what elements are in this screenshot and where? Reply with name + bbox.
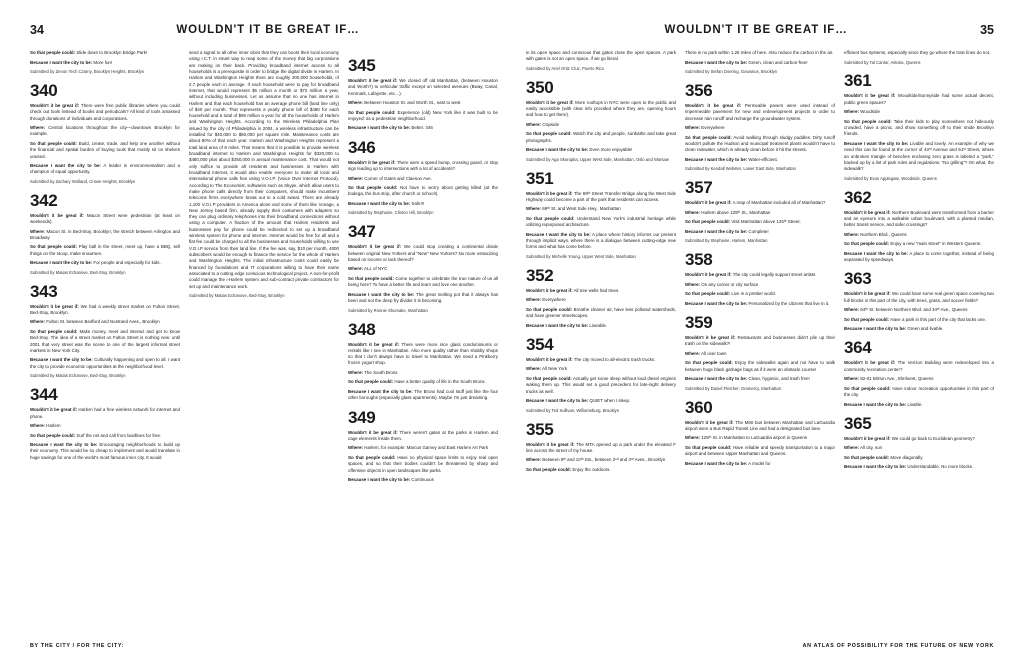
entry-line: Where: Macon St. in Bed-Stuy, Brooklyn; the stretch between Arlington and Broadway [30,228,180,240]
entry-field-label: So that people could: [30,50,76,55]
entry-field-label: Wouldn't it be great if: [30,212,84,218]
entry-number: 364 [844,338,872,358]
entry-field-label: Because I want the city to be: [685,376,748,382]
entry-field-label: Where: [844,445,860,451]
entry-field-label: Where: [685,125,701,131]
entry-line: Where: Harlem [30,423,61,428]
entry-field-label: So that people could: [526,131,572,137]
entry-field-label: Wouldn't it be great if: [685,334,736,340]
entry-line: Wouldn't it be great if: We could go back to Euclidean geometry? [844,435,975,441]
entry-line: Because I want the city to be: Personalized by the citizens that live in it. [685,300,830,306]
entry-field-label: Wouldn't it be great if: [685,200,732,206]
entry-line: Where: Harlem above 125ᵗʰ St., Manhattan [685,209,771,215]
continued-text [30,50,180,75]
entry-line: Because I want the city to be: Continuous [348,477,434,483]
entry-field-label: Where: [844,231,860,237]
entry-line: Because I want the city to be: Understandable. No more blocks. [844,464,974,470]
entry-line: Where: Central locations throughout the city—downtown Brooklyn for example. [30,125,180,137]
entry-line: Wouldn't it be great if: There weren't gates at the parks in Harlem and cage elements inside them. [348,429,498,441]
entry-line: So that people could: Understand New York's industrial heritage while utilizing repurposed architecture. [526,215,676,228]
entry-field-label: Wouldn't it be great if: [30,407,78,413]
entry-line: Where: Between 9ᵗʰ and 10ᵗʰ Sts., between 2ⁿᵈ and 3ʳᵈ Aves., Brooklyn [526,457,666,463]
entry-line: Wouldn't it be great if: Woodside/Sunnyside had some actual decent, public green spaces? [844,93,994,105]
entry-attribution: Submitted by Kendall Webster, Lower East Side, Manhattan [685,166,796,172]
entry-field-label: Because I want the city to be: [526,398,589,404]
entry-field-label: Wouldn't it be great if: [348,341,400,347]
entry-field-label: So that people could: [30,244,77,250]
page-gutter [511,0,513,663]
entry-number: 362 [844,187,872,207]
entry-line: Where: All over town [685,350,727,356]
entry-line: Where: Corner of Gates and Claeson Ave. [348,175,432,181]
entry-line: Where: Everywhere [526,297,566,303]
left-column-1 [30,50,180,629]
entry-line: efficient bus systems, especially since they go where the train lines do not. [844,50,991,55]
entry-line: Wouldn't it be great if: There were more nice glass condominiums or rentals like I see in Manhattan. Also more quality rather than shabby shops so that I don't always have to travel to Manhattan. We need a Pinkberry frozen yogurt shop. [348,341,498,366]
left-column-2 [189,50,339,629]
entry-number: 359 [685,312,713,332]
entry-line: Where: 69ᵗʰ St. and West Side Hwy., Manhattan [526,206,621,212]
entry-line: So that people could: Have a park in this part of the city that lacks one. [844,316,987,322]
entry-line: Wouldn't it be great if: The city could legally support street artists. [685,272,817,278]
entry-line: Wouldn't it be great if: Macon Street were pedestrian (at least on weekends). [30,212,180,225]
entry-line: Wouldn't it be great if: More rooftops in NYC were open to the public and easily accessible (with clear info provided where they are, opening hours and how to get there). [526,99,676,118]
entry-field-label: Where: [30,319,46,325]
entry-field-label: So that people could: [30,328,78,334]
entry-number: 340 [30,80,58,100]
entry-field-label: Wouldn't it be great if: [348,244,402,250]
entry-field-label: So that people could: [685,291,731,297]
entry-line: Wouldn't it be great if: The Verizon Building were redeveloped into a community recreation center? [844,360,994,372]
entry-attribution: Submitted by Matias Echanove, Bed-Stuy, Brooklyn [30,373,126,379]
footer-left: BY THE CITY / FOR THE CITY: [30,643,125,649]
entry-line: Because I want the city to be: Water-efficient. [685,156,778,162]
running-head-right [526,24,994,40]
entry-field-label: Wouldn't it be great if: [685,272,732,278]
entry-line: Because I want the city to be: Encouraging neighborhoods to build up their economy. This would be so cheap to implement and would translate in huge savings for one of the world's most famous inner city. It would [30,442,180,460]
wish-entry [526,100,676,163]
continued-text [844,50,994,65]
entry-line: Wouldn't it be great if: We could stop creating a continental divide between original New Yorkers and "New" New Yorkers? No more ostracizing based on income or lack thereof? [348,244,498,262]
entry-line: Because I want the city to be: The great melting pot that it always has been and not the deep fry divider it is becoming. [348,291,498,304]
entry-line: Because I want the city to be: Safe!!! [348,200,425,206]
left-columns [30,50,498,629]
right-column-1 [526,50,676,629]
entry-field-label: Where: [685,435,701,441]
entry-attribution: Submitted by Aga Skorupka, Upper West Side, Manhattan, Oslo and Warsaw [526,156,669,162]
entry-line: Wouldn't it be great if: We could have some real green space covering two full blocks in this part of the city, with trees, grass, and soccer fields? [844,291,994,303]
continued-text [526,50,676,72]
entry-field-label: Wouldn't it be great if: [844,209,891,215]
entry-line: Where: 64ᵗʰ St. between Northern Blvd. and 34ᵗʰ Ave., Queens [844,307,968,313]
continued-text [685,50,835,75]
entry-number: 363 [844,269,872,289]
entry-line: Because I want the city to be: Livable and lovely. An example of why we need this can be found at the corner of 43ʳᵈ Avenue and 51ˢᵗ Street, where an unbroken triangle of benches enclosing zero grass is labeled a "park," backed up by a list of park rules and regulations. "No grilling"? On what, the sidewalk? [844,140,994,172]
wish-entry [526,442,676,474]
entry-line: Wouldn't it be great if: Harlem had a free wireless network for internet and phone. [30,407,180,419]
entry-line: Where: The South Bronx [348,369,398,375]
entry-line: Wouldn't it be great if: All tree wells had trees. [526,287,620,293]
entry-number: 345 [348,56,376,75]
entry-field-label: So that people could: [685,444,732,450]
entry-field-label: Because I want the city to be: [844,401,907,407]
entry-line: Because I want the city to be: A leader in environmentalism and a champion of equal opportunity. [30,163,180,175]
entry-field-label: Because I want the city to be: [526,231,591,237]
entry-field-label: Because I want the city to be: [844,326,907,332]
entry-line: So that people could: Watch the city and people, sunbathe and take great photographs. [526,131,676,143]
entry-attribution: Submitted by Ted Sullivan, Williamsburg, Brooklyn [526,407,620,413]
entry-field-label: Where: [844,307,860,313]
entry-field-label: Because I want the city to be: [685,228,748,234]
entry-field-label: Wouldn't it be great if: [526,99,574,105]
entry-line: Because I want the city to be: More fun! [30,59,113,65]
entry-line: Wouldn't it be great if: We closed off old Manhattan, (between Houston and Worth?) to vehicular traffic except on selected avenues (Bway, Canal, Kenmark, Lafayette, etc…). [348,78,498,96]
entry-field-label: Because I want the city to be: [30,163,101,169]
wish-entry [844,360,994,407]
entry-field-label: Because I want the city to be: [348,388,413,394]
entry-line: Where: Harlem, for example: Marcus Garvey and East Harlem Art Park [348,445,489,451]
entry-field-label: Because I want the city to be: [526,147,589,153]
entry-field-label: So that people could: [526,466,572,472]
entry-line: Where: Fulton St. between Bedford and Nostrand Aves., Brooklyn [30,319,160,325]
entry-line: Where: Woodside [844,109,880,115]
entry-field-label: Where: [526,366,542,372]
entry-line: So that people could: Slide down to Brooklyn Bridge Park! [30,50,148,55]
entry-number: 356 [685,80,713,100]
entry-number: 357 [685,178,713,198]
left-column-3 [348,50,498,629]
entry-line: Wouldn't it be great if: We had a weekly street market on Fulton Street, Bed-Stuy, Brooklyn. [30,303,180,315]
entry-line: So that people could: Build, create, trade, and help one another without the financial and spatial burden of buying tools that mostly sit on shelves unused. [30,140,180,159]
right-column-2 [685,50,835,629]
entry-field-label: So that people could: [844,385,891,391]
entry-field-label: So that people could: [844,454,890,460]
entry-attribution: Submitted by Daniel Fletcher, Gramercy, Manhattan [685,385,782,391]
entry-line: So that people could: Enjoy the outdoors. [526,466,611,472]
right-page [512,0,1024,663]
entry-field-label: Where: [348,175,364,181]
entry-field-label: Where: [526,121,542,127]
entry-field-label: Where: [348,445,364,451]
entry-line: So that people could: Come together to celebrate the true nature of us all being here? To have a better life and learn and love one another. [348,275,498,288]
entry-number: 360 [685,397,713,417]
folio-left: 34 [30,23,44,37]
entry-field-label: So that people could: [348,185,398,191]
wish-entry [348,430,498,484]
entry-line: So that people could: Have indoor recreation opportunities in this part of the city. [844,385,994,398]
entry-line: Where: On any corner or city surface [685,281,759,287]
entry-attribution: Submitted by Stephanie, Harlem, Manhattan [685,238,768,244]
entry-field-label: Where: [844,109,860,115]
wish-entry [30,103,180,185]
entry-line: Wouldn't it be great if: There were a speed bump, crossing guard, or stop sign leading up to intersections with a lot of accidents? [348,159,498,172]
wish-entry [348,160,498,217]
entry-number: 365 [844,413,872,433]
running-title-left: WOULDN'T IT BE GREAT IF… [176,24,360,36]
entry-number: 358 [685,250,713,270]
entry-field-label: So that people could: [526,375,572,381]
entry-attribution: Submitted by Zenon Tech Czarny, Brooklyn Heights, Brooklyn [30,69,145,74]
entry-field-label: So that people could: [844,316,890,322]
entry-line: Because I want the city to be: Complete! [685,228,769,234]
entry-field-label: Because I want the city to be: [30,59,93,65]
entry-field-label: Wouldn't it be great if: [30,102,80,108]
entry-number: 361 [844,71,872,91]
entry-line: Where: 82-01 Britton Ave., Elmhurst, Queens [844,376,934,382]
entry-field-label: Because I want the city to be: [30,357,93,363]
entry-attribution: Submitted by Ariel Ortiz Cruz, Puerto Rico [526,65,604,71]
entry-line: Wouldn't it be great if: Permeable pavers were used instead of impermeable pavement for new and redevelopment projects in order to decrease rain runoff and recharge the groundwater system. [685,102,835,121]
wish-entry [526,191,676,260]
entry-field-label: Because I want the city to be: [30,260,93,266]
entry-field-label: Wouldn't it be great if: [844,93,896,99]
entry-field-label: Where: [348,266,364,272]
entry-number: 346 [348,137,376,157]
entry-attribution: Submitted by Michelle Young, Upper West Side, Manhattan [526,253,636,259]
entry-line: So that people could: Not have to worry about getting killed (at the bodega, the bus stop, after church or school!). [348,185,498,197]
wish-entry [685,420,835,467]
entry-attribution: Submitted by Ronnie Shumake, Manhattan [348,307,428,313]
entry-line: So that people could: Make money, meet and interact and get to know Bed-Stuy. The idea of a street market on Fulton Street is nothing new: until 2001 that very street was the scene to one of the largest informal street markets in New York City. [30,328,180,353]
entry-line: Because I want the city to be: A model for [685,460,771,466]
entry-field-label: Wouldn't it be great if: [526,287,573,293]
wish-entry [685,200,835,244]
entry-line: Because I want the city to be: Livable. [844,401,923,407]
entry-field-label: Where: [526,457,542,463]
entry-field-label: Wouldn't it be great if: [348,429,398,435]
entry-number: 343 [30,281,58,301]
entry-line: Where: ALL of NYC [348,266,388,272]
entry-line: Wouldn't it be great if: Northern Boulevard were transformed from a barrier and an eyesore into a walkable urban boulevard, with a planted median, better transit service, and safer crossings? [844,209,994,228]
entry-field-label: Because I want the city to be: [348,200,411,206]
entry-line: Where: All city, son [844,445,883,451]
right-column-3 [844,50,994,629]
entry-line: Because I want the city to be: Green, clean and carbon-free! [685,59,808,65]
right-columns [526,50,994,629]
entry-field-label: Where: [685,350,701,356]
wish-entry [348,244,498,313]
entry-field-label: Where: [30,228,46,234]
entry-attribution: Submitted by Zachary Wolland, Crown Heights, Brooklyn [30,178,136,184]
entry-line: Because I want the city to be: The Bronx had cool stuff just like the four other boroughs (especially glass apartments). Maybe I'm just dreaming. [348,388,498,401]
entry-line: Where: Between Houston St. and Worth St., east to west [348,100,461,106]
entry-line: So that people could: Avoid walking through sludgy puddles. Dirty runoff wouldn't pollute the Hudson and municipal treatment plants wouldn't have to clean rainwater, which is already clean before it hit the streets. [685,134,835,153]
entry-field-label: Wouldn't it be great if: [685,419,734,425]
entry-line: Wouldn't it be great if: The MTA opened up a park under the elevated F line across the street of my house. [526,441,676,453]
entry-field-label: So that people could: [685,219,731,225]
entry-line: Wouldn't it be great if: Restaurants and businesses didn't pile up their trash on the sidewalk?! [685,334,835,347]
entry-line: So that people could: Experience (old) New York like it was built to be enjoyed: as a pedestrian neighborhood. [348,109,498,121]
entry-field-label: Where: [844,376,860,382]
entry-field-label: Wouldn't it be great if: [30,303,79,309]
running-head-left [30,24,498,40]
entry-field-label: Wouldn't it be great if: [526,356,573,362]
entry-field-label: Wouldn't it be great if: [844,435,891,441]
wish-entry [844,291,994,332]
entry-line: Because I want the city to be: For people and especially for kids. [30,260,161,266]
wish-entry [844,436,994,471]
entry-line: So that people could: Take their kids to play somewhere not hideously crowded, have a picnic, and show something off to their snide Brooklyn friends. [844,118,994,137]
entry-number: 355 [526,419,554,439]
entry-number: 344 [30,385,58,405]
entry-field-label: So that people could: [844,241,890,247]
entry-line: Because I want the city to be: A place to come together, instead of being separated by speedways. [844,250,994,263]
entry-line: Because I want the city to be: Culturally happening and open to all. I want the city to provide economic opportunities at the neighborhood level. [30,357,180,369]
wish-entry [844,210,994,264]
entry-attribution: Submitted by Tal Cantor, Astoria, Queens [844,59,921,65]
entry-field-label: Because I want the city to be: [685,300,748,306]
wish-entry [526,357,676,414]
entry-number: 342 [30,190,58,210]
entry-number: 352 [526,265,554,285]
entry-line: Wouldn't it be great if: The city moved to all-electric trash trucks. [526,356,656,362]
entry-field-label: So that people could: [30,140,77,146]
entry-line: Because I want the city to be: Clean, hygienic, and trash free! [685,376,810,382]
entry-field-label: So that people could: [685,360,733,366]
entry-field-label: Wouldn't it be great if: [348,159,396,165]
entry-field-label: Wouldn't it be great if: [844,291,891,297]
entry-line: Wouldn't it be great if: There were free public libraries where you could check out tools instead of books and periodicals? All kind of tools amassed through donations of individuals and corporations. [30,102,180,121]
footer-right: AN ATLAS OF POSSIBILITY FOR THE FUTURE OF NEW YORK [802,643,994,649]
entry-field-label: Because I want the city to be: [844,250,908,256]
entry-field-label: Because I want the city to be: [348,477,411,483]
entry-line: Because I want the city to be: A place where history informs our present through implicit ways, where there is a dialogue between cutting-edge new forms and what has come before. [526,231,676,250]
entry-field-label: Wouldn't it be great if: [844,360,896,366]
entry-field-label: Because I want the city to be: [844,464,907,470]
entry-field-label: Wouldn't it be great if: [526,441,575,447]
entry-line: Where: Everywhere [685,125,725,131]
entry-line: So that people could: Play ball in the street, meet up, have a BBQ, sell things on the stoop, make snowmen. [30,244,180,256]
entry-number: 351 [526,168,554,188]
wish-entry [685,335,835,392]
entry-line: in its open space and conscious that gates close the open spaces. A park with gates is not an open space, if we go literal. [526,50,676,62]
entry-field-label: So that people could: [348,109,396,115]
wish-entry [30,407,180,461]
entry-line: So that people could: Surf the net and call from landlines for free. [30,432,162,438]
wish-entry [526,288,676,329]
entry-number: 347 [348,222,376,242]
entry-field-label: Because I want the city to be: [348,125,411,131]
entry-number: 348 [348,319,376,339]
entry-field-label: So that people could: [348,275,394,281]
entry-line: Because I want the city to be: Green and livable. [844,326,944,332]
entry-attribution: Submitted by Matias Echanove, Bed-Stuy, Brooklyn [30,269,126,275]
entry-field-label: So that people could: [348,379,394,385]
entry-field-label: So that people could: [30,432,76,438]
entry-line: So that people could: Enjoy the sidewalks again and not have to walk between huge black garbage bags as if it were an obstacle course! [685,360,835,372]
entry-line: Where: Citywide [526,121,560,127]
wish-entry [30,304,180,380]
running-title-right: WOULDN'T IT BE GREAT IF… [664,24,848,36]
entry-line: So that people could: Move diagonally. [844,454,924,460]
wish-entry [685,272,835,307]
entry-field-label: So that people could: [526,215,575,221]
entry-line: Where: All New York [526,366,567,372]
entry-field-label: Wouldn't it be great if: [348,78,398,83]
entry-line: Because I want the city to be: QUIET when I sleep. [526,398,631,404]
entry-field-label: Where: [30,125,46,131]
entry-field-label: Wouldn't it be great if: [526,190,573,196]
entry-number: 354 [526,334,554,354]
wish-entry [30,213,180,276]
entry-field-label: Where: [526,206,542,212]
entry-field-label: Wouldn't it be great if: [685,102,742,108]
entry-line: send a signal to all other inner cities that they can boost their local economy using I.C.T. in smart way to reap some of the money that big corporations are making on their back. Providing broadband internet access to all households is a prerequisite in order to bridge the digital divide in Harlem. In Harlem and Washington Heights there are roughly 200,000 households, of 2.7 people each in average. If each household were to pay for broadband internet, that would represent $6 million a month or $72 million a year, without including businesses. Let us assume that no one has internet in Harlem and that each household has an average phone bill (land line only) of $40 per month. That represents a yearly phone bill of $480 for each household and a total of $96 million a year for all the households of Harlem and Washington Heights. According to the Wireless Philadelphia Plan issued by the city of Philadelphia in 2004, a wireless infrastructure can be installed for $40,000 to $60,000 per square mile. Maintenance costs are about 80% of that each year. Harlem and Washington Heights represent a total land area of 8 miles. That means that it is possible to provide wireless broadband internet to Harlem and Washington Heights for $320,000 to $480,000 plus about $350,000 in annual maintenance cost. That would not only suffice to provide all residents and businesses in Harlem with broadband internet, it would also enable everyone to make all local and international phone calls free using V.O.I.P. (Voice Over Internet Protocol). According to The Economist, softwares such as Skype, which allow users to make phone calls directly from their computers, should make incumbent telecoms firms everywhere break out in a cold sweat. There are already 1,100 V.O.I.P providers in America alone and some of them like Vonage, a New Jersey based firm, already supply their costumers with adapters so they can plug ordinary telephones into their broadband connections without using a computer. A fraction of the amount that Harlem residents and businesses pay for phone could be redirected to set up a broadband wireless system for phone and internet. Internet would be free for all and a flat fee could be charged to all the businesses and households willing to use V.O.I.P service from their land line. If the fee was, say, $10 per month, 4000 subscribers would be enough to finance the service for the whole of Harlem and Washington Heights. The initial infrastructure costs could easily be financed by foundations and IT corporations willing to have their name associated to a cutting edge conscious technological project. A non-for-profit could manage the i-Harlem system and sub-contract private contractors for set up and maintenance work. [189,50,339,289]
entry-field-label: So that people could: [685,134,732,140]
entry-line: There is no park within 1.25 miles of here. Also reduce the carbon in the air. [685,50,834,55]
entry-line: Wouldn't it be great if: The M60 bus between Manhattan and LaGuardia airport were a Bus Rapid Transit Line and had a designated bus lane. [685,419,835,431]
entry-field-label: Where: [348,100,364,106]
entry-attribution: Submitted by Evan Applegate, Woodside, Queens [844,175,937,181]
wish-entry [685,103,835,172]
continued-text [189,50,339,299]
entry-field-label: Because I want the city to be: [30,442,98,447]
entry-field-label: Where: [30,423,46,428]
entry-line: Because I want the city to be: Better. 346 [348,125,433,131]
entry-field-label: So that people could: [844,118,892,124]
entry-line: So that people could: Have reliable and speedy transportation to a major airport and between Upper Manhattan and Queens. [685,444,835,457]
entry-field-label: So that people could: [348,454,396,460]
entry-field-label: Where: [685,209,701,215]
entry-line: So that people could: Actually get some sleep without loud diesel engines waking them up. This would set a good precedent for late-night delivery trucks as well. [526,375,676,394]
wish-entry [844,93,994,181]
entry-attribution: Submitted by Matias Echanove, Bed-Stuy, Brooklyn [189,293,285,299]
entry-field-label: Because I want the city to be: [685,156,748,162]
entry-line: Wouldn't it be great if: The 69ᵗʰ Street Transfer Bridge along the West Side Highway could become a part of the park that residents can access. [526,190,676,202]
entry-line: Wouldn't it be great if: A map of Manhattan included all of Manhattan? [685,200,826,206]
entry-number: 349 [348,407,376,427]
entry-line: So that people could: Have a better quality of life in the South Bronx. [348,379,486,385]
entry-line: So that people could: Breathe cleaner air, have less polluted watersheds, and have greener streetscapes. [526,306,676,319]
entry-field-label: Because I want the city to be: [685,460,748,466]
entry-attribution: Submitted by Stephanie, Clinton Hill, Brooklyn [348,210,434,216]
entry-field-label: Where: [348,369,364,375]
entry-field-label: Where: [526,297,542,303]
entry-field-label: So that people could: [526,306,573,312]
entry-field-label: Because I want the city to be: [348,291,415,297]
entry-field-label: Where: [685,281,701,287]
entry-field-label: Because I want the city to be: [844,140,909,146]
entry-number: 350 [526,77,554,97]
entry-field-label: Because I want the city to be: [526,322,589,328]
entry-line: Where: 125ᵗʰ St. in Manhattan to LaGuardia airport in Queens [685,435,808,441]
entry-line: Because I want the city to be: Even more enjoyable! [526,147,633,153]
entry-field-label: Because I want the city to be: [685,59,748,65]
folio-right: 35 [980,23,994,37]
entry-line: So that people could: Visit Manhattan above 125ᵗʰ Street. [685,219,801,225]
wish-entry [348,342,498,402]
entry-line: So that people could: Have no physical space limits to enjoy real open spaces, and so that their bodies couldn't be threatened by sharp and offensive objects in open landscapes like parks. [348,454,498,473]
wish-entry [348,78,498,132]
entry-line: Where: Northern Blvd., Queens [844,231,907,237]
entry-line: So that people could: Enjoy a new "main street" in Western Queens. [844,241,982,247]
entry-attribution: Submitted by Stefan Doering, Gowanus, Brooklyn [685,69,778,74]
entry-line: So that people could: Live in a prettier world. [685,291,776,297]
entry-line: Because I want the city to be: Liveable. [526,322,608,328]
